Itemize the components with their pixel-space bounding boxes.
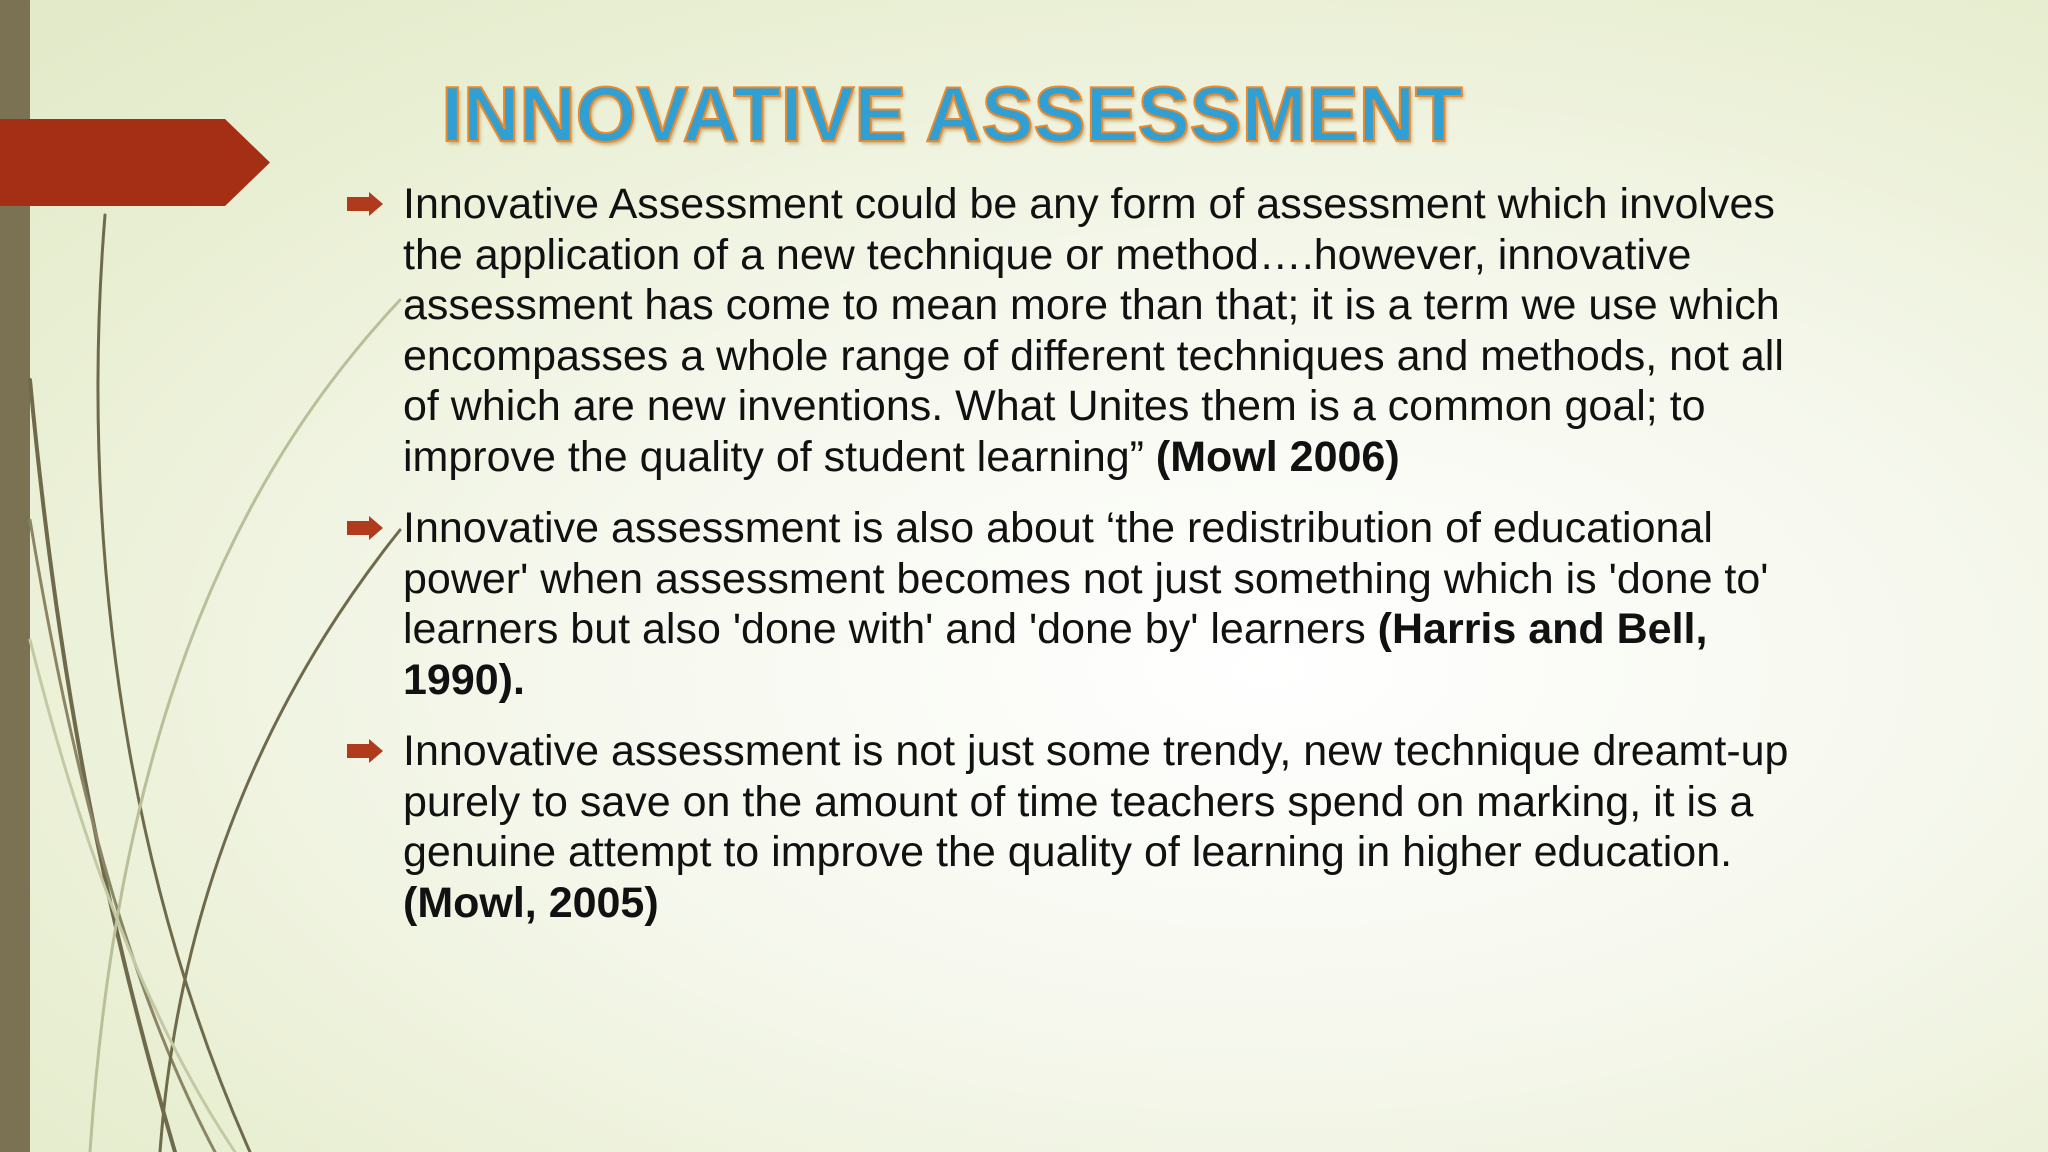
bullet-item-2	[345, 503, 1815, 705]
bullet-list	[345, 179, 1815, 949]
bullet-citation: (Harris and Bell, 1990).	[403, 605, 1708, 704]
slide-title: INNOVATIVE ASSESSMENT	[441, 70, 1463, 158]
bullet-text: Innovative Assessment could be any form of assessment which involves the application of a new technique or method….however, innovative assessment has come to mean more than that; it is a term we use which encompasses a whole range of different techniques and methods, not all of which are new inventions. What Unites them is a common goal; to improve the quality of student learning”	[403, 180, 1784, 481]
arrow-bullet-icon	[347, 739, 383, 763]
bullet-citation: (Mowl 2006)	[1155, 432, 1400, 481]
bullet-item-3	[345, 726, 1815, 928]
bullet-citation: (Mowl, 2005)	[403, 878, 659, 927]
arrow-bullet-icon	[347, 192, 383, 216]
bullet-text: Innovative assessment is not just some trendy, new technique dreamt-up purely to save on the amount of time teachers spend on marking, it is a genuine attempt to improve the quality of learning in higher education.	[403, 727, 1789, 876]
bullet-item-1	[345, 179, 1815, 482]
bullet-text: Innovative assessment is also about ‘the redistribution of educational power' when assessment becomes not just something which is 'done to' learners but also 'done with' and 'done by' learners	[403, 504, 1769, 653]
arrow-bullet-icon	[347, 516, 383, 540]
